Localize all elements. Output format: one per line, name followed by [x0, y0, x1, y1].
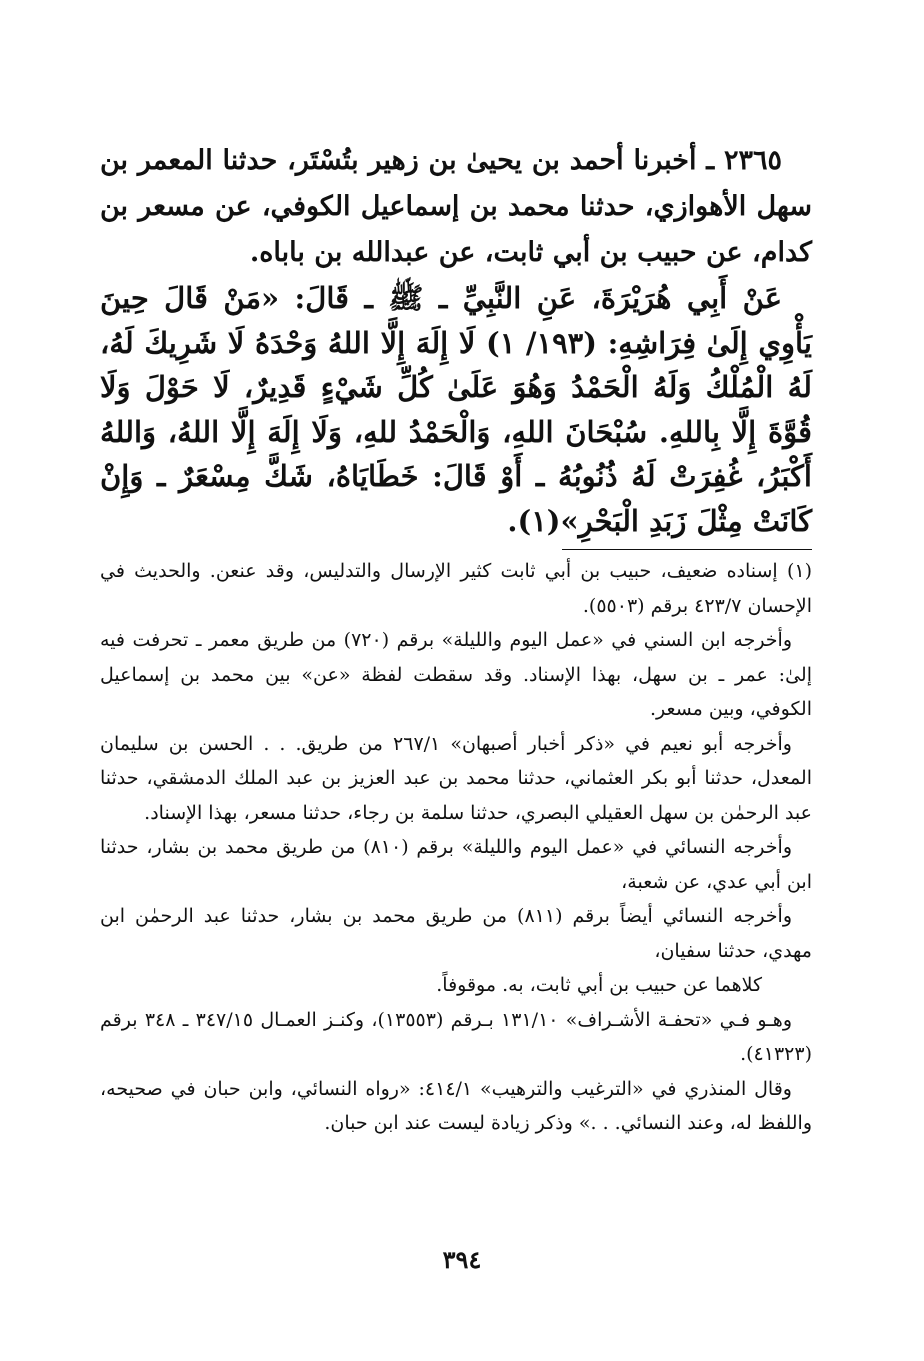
footnotes — [100, 554, 812, 1141]
footnote-para: وأخرجه أبو نعيم في «ذكر أخبار أصبهان» ٢٦٧/١ من طريق. . . الحسن بن سليمان المعدل، حدثنا أبو بكر العثماني، حدثنا محمد بن عبد العزيز بن عبد الملك الدمشقي، حدثنا عبد الرحمٰن بن سهل العقيلي البصري، حدثنا سلمة بن رجاء، حدثنا مسعر، بهذا الإسناد. — [100, 732, 812, 824]
footnote-separator — [562, 549, 812, 550]
footnote-para: وهـو فـي «تحفـة الأشـراف» ١٣١/١٠ بـرقم (١٣٥٥٣)، وكنـز العمـال ٣٤٧/١٥ ـ ٣٤٨ برقم (٤١٣٢٣). — [100, 1008, 812, 1065]
footnote-para: وأخرجه النسائي أيضاً برقم (٨١١) من طريق محمد بن بشار، حدثنا عبد الرحمٰن ابن مهدي، حدثنا سفيان، — [100, 905, 812, 962]
hadith-text — [100, 276, 812, 543]
hadith-paragraph: عَنْ أَبِي هُرَيْرَةَ، عَنِ النَّبِيِّ ـ ﷺ ـ قَالَ: «مَنْ قَالَ حِينَ يَأْوِي إِلَىٰ فِرَاشِهِ: (١٩٣/ ١) لَا إِلَهَ إِلَّا اللهُ وَحْدَهُ لَا شَرِيكَ لَهُ، لَهُ الْمُلْكُ وَلَهُ الْحَمْدُ وَهُوَ عَلَىٰ كُلِّ شَيْءٍ قَدِيرٌ، لَا حَوْلَ وَلَا قُوَّةَ إِلَّا بِاللهِ. سُبْحَانَ اللهِ، وَالْحَمْدُ للهِ، وَلَا إِلَهَ إِلَّا اللهُ، وَاللهُ أَكْبَرُ، غُفِرَتْ لَهُ ذُنُوبُهُ ـ أَوْ قَالَ: خَطَايَاهُ، شَكَّ مِسْعَرٌ ـ وَإِنْ كَانَتْ مِثْلَ زَبَدِ الْبَحْرِ»(١). — [100, 281, 812, 538]
footnote-para: وأخرجه النسائي في «عمل اليوم والليلة» برقم (٨١٠) من طريق محمد بن بشار، حدثنا ابن أبي عدي، عن شعبة، — [100, 836, 812, 893]
footnote-1: (١) إسناده ضعيف، حبيب بن أبي ثابت كثير الإرسال والتدليس، وقد عنعن. والحديث في الإحسان ٤٢٣/٧ برقم (٥٥٠٣). — [100, 560, 812, 617]
footnote-para: وأخرجه ابن السني في «عمل اليوم والليلة» برقم (٧٢٠) من طريق معمر ـ تحرفت فيه إلىٰ: عمر ـ بن سهل، بهذا الإسناد. وقد سقطت لفظة «عن» بين محمد بن إسماعيل الكوفي، وبين مسعر. — [100, 629, 812, 720]
page-number: ٣٩٤ — [442, 1245, 482, 1274]
isnad-paragraph: ٢٣٦٥ ـ أخبرنا أحمد بن يحيىٰ بن زهير بتُسْتَر، حدثنا المعمر بن سهل الأهوازي، حدثنا محمد بن إسماعيل الكوفي، عن مسعر بن كدام، عن حبيب بن أبي ثابت، عن عبدالله بن باباه. — [100, 145, 812, 268]
main-text — [100, 138, 812, 276]
footnote-para: كلاهما عن حبيب بن أبي ثابت، به. موقوفاً. — [436, 974, 762, 996]
page-body — [100, 138, 812, 1288]
footnote-para: وقال المنذري في «الترغيب والترهيب» ٤١٤/١: «رواه النسائي، وابن حبان في صحيحه، واللفظ له، وعند النسائي. . .» وذكر زيادة ليست عند ابن حبان. — [100, 1077, 812, 1134]
